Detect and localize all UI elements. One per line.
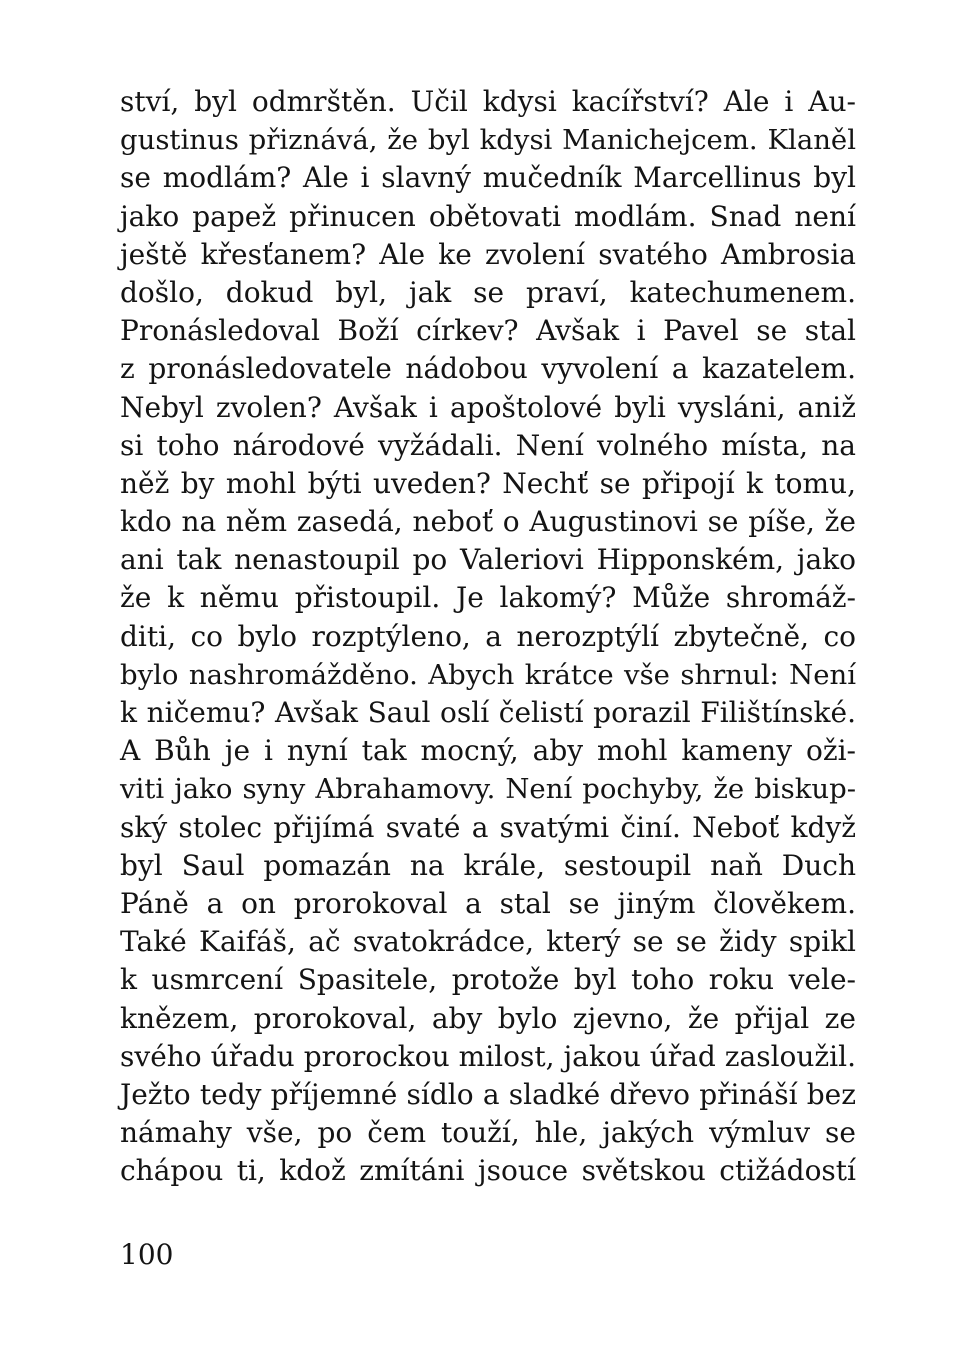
text-line: Ježto tedy příjemné sídlo a sladké dřevo přináší bez (120, 1077, 856, 1111)
page-number: 100 (120, 1238, 174, 1271)
text-line: knězem, prorokoval, aby bylo zjevno, že přijal ze (120, 1001, 856, 1035)
text-line: kdo na něm zasedá, neboť o Augustinovi se píše, že (120, 505, 856, 539)
text-line: k usmrcení Spasitele, protože byl toho roku vele- (120, 963, 856, 997)
text-line: byl Saul pomazán na krále, sestoupil naň Duch (120, 848, 856, 882)
text-line: jako papež přinucen obětovati modlám. Snad není (120, 199, 856, 233)
text-line: došlo, dokud byl, jak se praví, katechumenem. (120, 275, 856, 309)
text-line: k ničemu? Avšak Saul oslí čelistí porazil Filištínské. (120, 696, 856, 729)
text-line: ještě křesťanem? Ale ke zvolení svatého Ambrosia (120, 237, 856, 271)
text-line: že k němu přistoupil. Je lakomý? Může shromáž- (120, 581, 856, 615)
text-line: gustinus přiznává, že byl kdysi Manichejcem. Klaněl (120, 124, 856, 157)
text-line: Páně a on prorokoval a stal se jiným člověkem. (120, 886, 856, 920)
text-line: Nebyl zvolen? Avšak i apoštolové byli vysláni, aniž (120, 390, 856, 424)
text-line: bylo nashromážděno. Abych krátce vše shrnul: Není (120, 658, 856, 691)
text-line: Také Kaifáš, ač svatokrádce, který se se židy spikl (120, 925, 856, 959)
text-line: chápou ti, kdož zmítáni jsouce světskou ctižádostí (120, 1154, 856, 1188)
text-line: ani tak nenastoupil po Valeriovi Hipponském, jako (120, 543, 856, 577)
text-line: něž by mohl býti uveden? Nechť se připojí k tomu, (120, 466, 856, 500)
text-line: námahy vše, po čem touží, hle, jakých výmluv se (120, 1116, 856, 1150)
text-line: ský stolec přijímá svaté a svatými činí. Neboť když (120, 810, 856, 844)
text-line: A Bůh je i nyní tak mocný, aby mohl kameny oži- (120, 734, 856, 768)
text-line: si toho národové vyžádali. Není volného místa, na (120, 428, 856, 462)
text-line: viti jako syny Abrahamovy. Není pochyby, že biskup- (120, 773, 856, 806)
text-line: svého úřadu prorockou milost, jakou úřad zasloužil. (120, 1039, 856, 1073)
text-line: Pronásledoval Boží církev? Avšak i Pavel se stal (120, 314, 856, 348)
text-line: se modlám? Ale i slavný mučedník Marcellinus byl (120, 161, 856, 195)
body-text (120, 83, 856, 1190)
text-line: z pronásledovatele nádobou vyvolení a kazatelem. (120, 352, 856, 386)
text-line: ství, byl odmrštěn. Učil kdysi kacířství? Ale i Au- (120, 85, 856, 118)
text-line: diti, co bylo rozptýleno, a nerozptýlí zbytečně, co (120, 619, 856, 653)
